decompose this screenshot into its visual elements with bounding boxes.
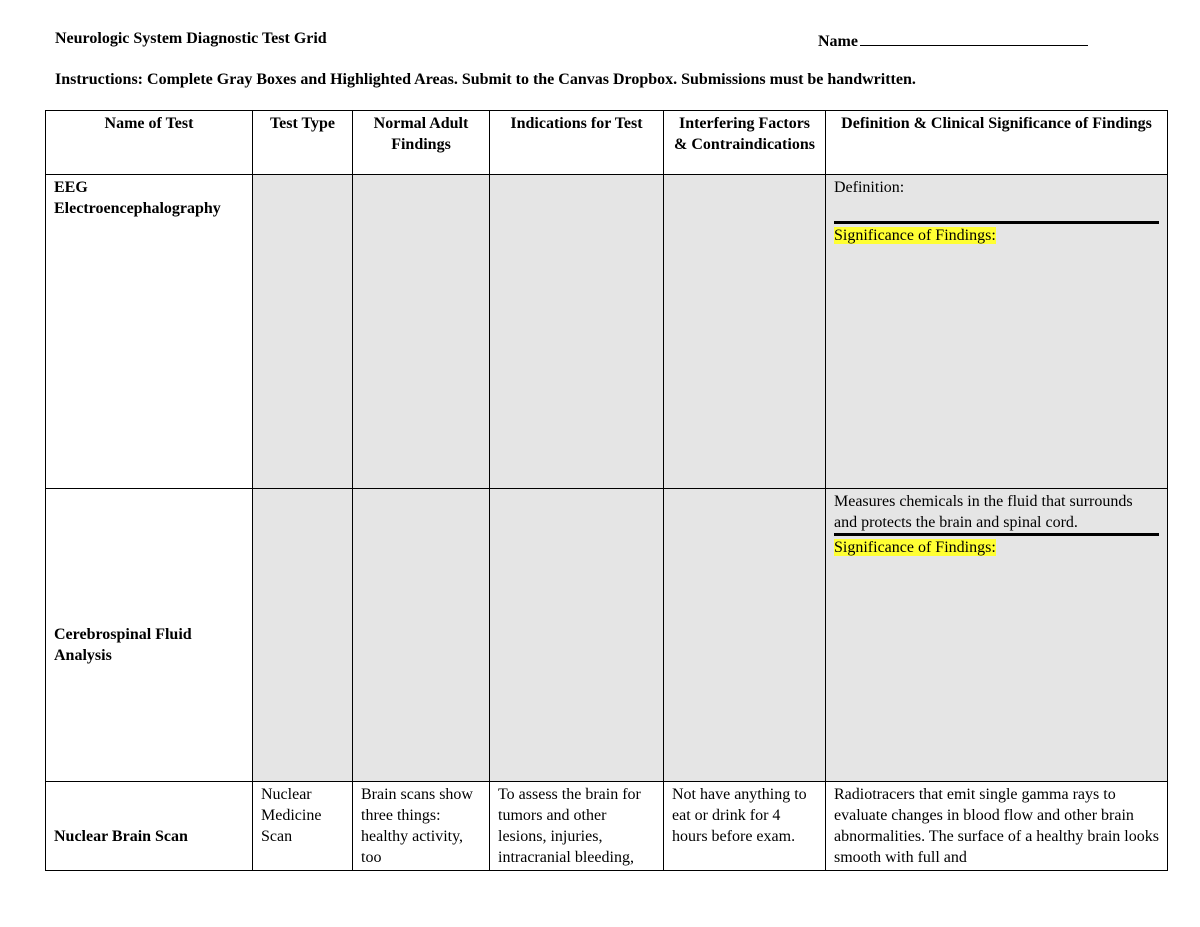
col-header-interfering-factors: Interfering Factors & Contraindications: [664, 111, 826, 175]
test-name-eeg-abbr: EEG: [54, 179, 88, 196]
document-title: Neurologic System Diagnostic Test Grid: [55, 30, 327, 47]
csf-test-type-cell[interactable]: [253, 489, 353, 782]
nuclear-test-type-cell: Nuclear Medicine Scan: [253, 782, 353, 871]
name-label: Name: [818, 33, 858, 50]
col-header-name-of-test: Name of Test: [46, 111, 253, 175]
test-name-eeg: [46, 175, 253, 489]
eeg-interfering-cell[interactable]: [664, 175, 826, 489]
eeg-test-type-cell[interactable]: [253, 175, 353, 489]
table-row-nuclear-brain-scan: [46, 782, 1168, 871]
nuclear-normal-findings-cell: Brain scans show three things: healthy activity, too: [353, 782, 490, 871]
eeg-indications-cell[interactable]: [490, 175, 664, 489]
csf-interfering-cell[interactable]: [664, 489, 826, 782]
nuclear-indications-cell: To assess the brain for tumors and other lesions, injuries, intracranial bleeding,: [490, 782, 664, 871]
nuclear-definition-cell: Radiotracers that emit single gamma rays to evaluate changes in blood flow and other brain abnormalities. The surface of a healthy brain looks smooth with full and: [826, 782, 1168, 871]
name-field: [818, 30, 1088, 51]
table-row-eeg: [46, 175, 1168, 489]
csf-normal-findings-cell[interactable]: [353, 489, 490, 782]
header-row: [46, 111, 1168, 175]
test-name-csf: Cerebrospinal Fluid Analysis: [46, 489, 253, 782]
eeg-normal-findings-cell[interactable]: [353, 175, 490, 489]
table-row-csf: [46, 489, 1168, 782]
col-header-definition-significance: Definition & Clinical Significance of Findings: [826, 111, 1168, 175]
csf-divider-rule: [834, 533, 1159, 536]
diagnostic-test-grid: [45, 110, 1168, 871]
csf-definition-cell[interactable]: [826, 489, 1168, 782]
csf-definition-text: Measures chemicals in the fluid that surrounds and protects the brain and spinal cord.: [834, 493, 1133, 531]
nuclear-interfering-cell: Not have anything to eat or drink for 4 hours before exam.: [664, 782, 826, 871]
instructions: Instructions: Complete Gray Boxes and Highlighted Areas. Submit to the Canvas Dropbox. Submissions must be handwritten.: [55, 71, 916, 88]
test-name-eeg-full: Electroencephalography: [54, 200, 221, 217]
col-header-normal-findings: Normal Adult Findings: [353, 111, 490, 175]
col-header-indications: Indications for Test: [490, 111, 664, 175]
col-header-test-type: Test Type: [253, 111, 353, 175]
name-blank-line: [860, 30, 1088, 46]
test-name-nuclear-brain-scan: Nuclear Brain Scan: [46, 782, 253, 871]
csf-significance-label: Significance of Findings:: [834, 539, 996, 556]
eeg-definition-cell[interactable]: [826, 175, 1168, 489]
eeg-significance-label: Significance of Findings:: [834, 227, 996, 244]
csf-indications-cell[interactable]: [490, 489, 664, 782]
eeg-definition-label: Definition:: [834, 179, 905, 196]
eeg-divider-rule: [834, 221, 1159, 224]
